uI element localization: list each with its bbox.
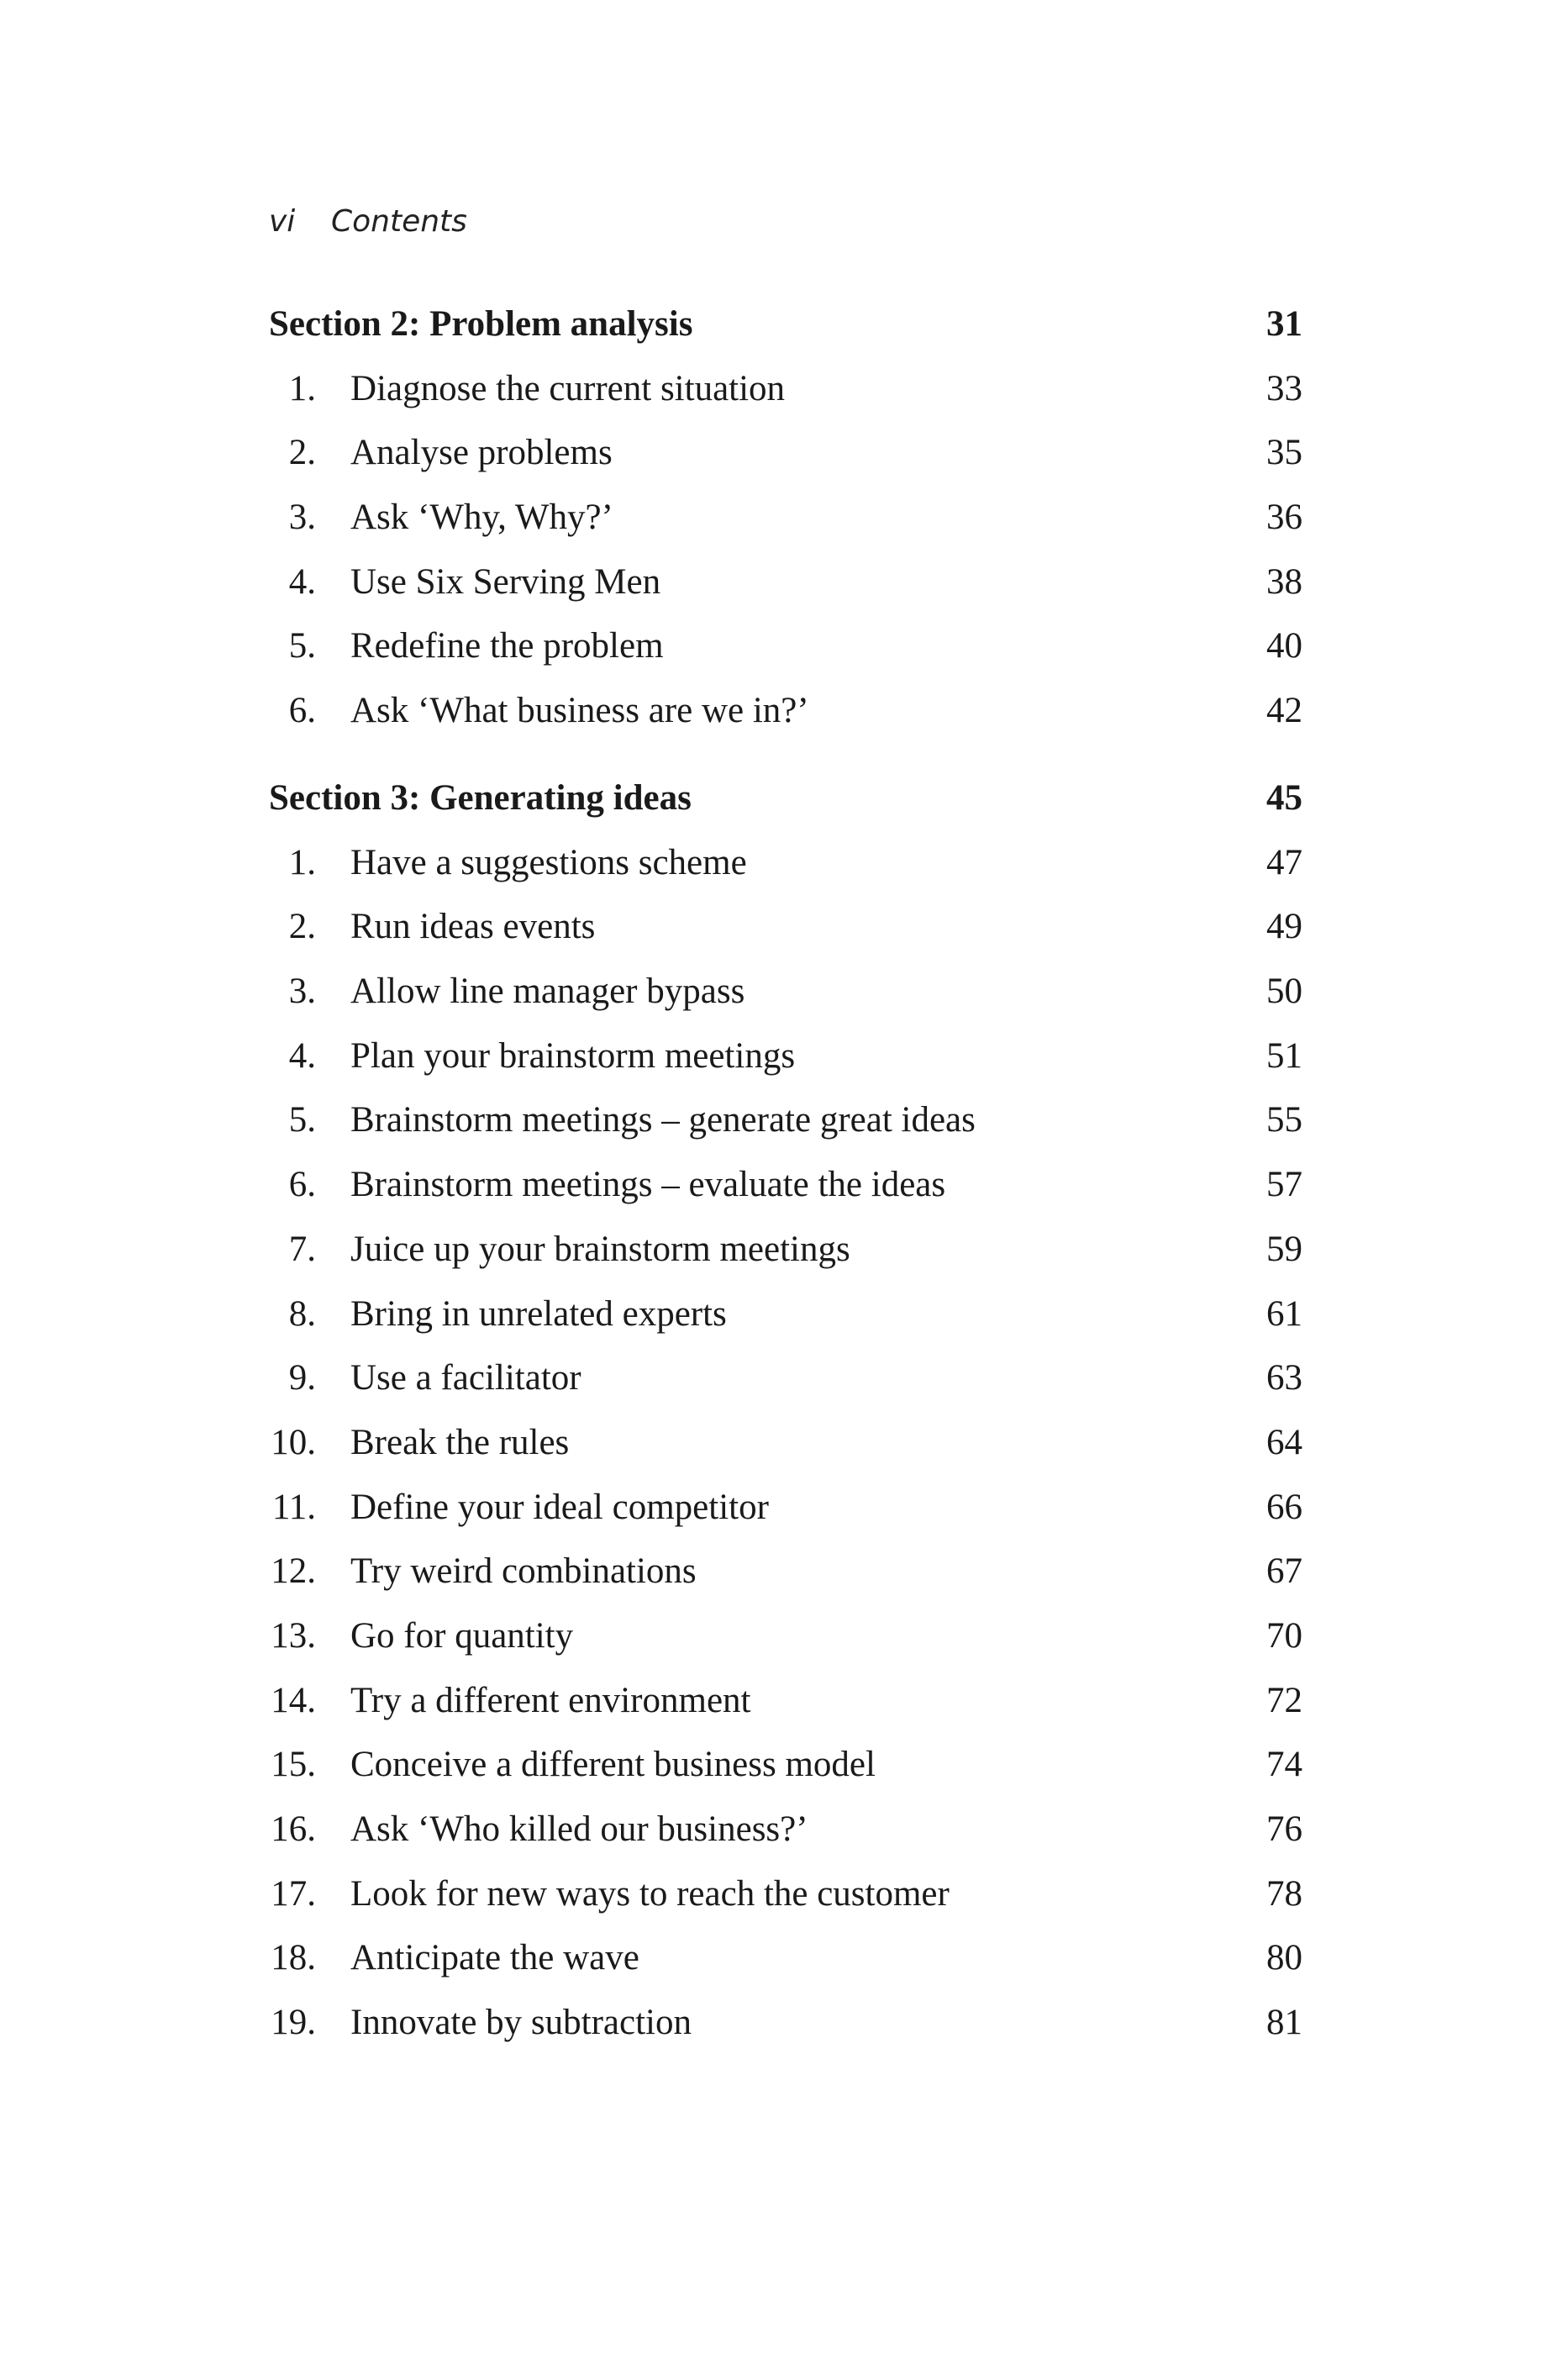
entry-number: 1. xyxy=(288,368,316,408)
toc-entry[interactable] xyxy=(269,831,1302,896)
section-heading-row[interactable] xyxy=(269,766,1302,831)
entry-page-number: 67 xyxy=(1266,1551,1302,1592)
entry-title: Juice up your brainstorm meetings xyxy=(350,1229,850,1269)
entry-page-number: 80 xyxy=(1266,1938,1302,1978)
entry-title: Use Six Serving Men xyxy=(350,561,661,602)
entry-title: Ask ‘Why, Why?’ xyxy=(350,498,613,538)
page-folio: vi xyxy=(269,204,296,239)
entry-page-number: 57 xyxy=(1266,1165,1302,1205)
entry-number: 2. xyxy=(288,433,316,473)
entry-title: Define your ideal competitor xyxy=(350,1487,769,1527)
toc-entry[interactable] xyxy=(269,1991,1302,2056)
entry-title: Innovate by subtraction xyxy=(350,2003,692,2043)
toc-entry[interactable] xyxy=(269,1926,1302,1991)
entry-number: 1. xyxy=(288,842,316,882)
entry-number: 4. xyxy=(288,561,316,602)
section-page-number: 45 xyxy=(1266,778,1302,818)
toc-entry[interactable] xyxy=(269,421,1302,486)
running-head xyxy=(269,204,467,239)
entry-title: Analyse problems xyxy=(350,433,613,473)
toc-entry[interactable] xyxy=(269,1669,1302,1734)
entry-page-number: 50 xyxy=(1266,972,1302,1012)
toc-entry[interactable] xyxy=(269,1540,1302,1604)
entry-title: Run ideas events xyxy=(350,907,596,947)
entry-number: 18. xyxy=(271,1938,316,1978)
entry-number: 14. xyxy=(271,1680,316,1720)
entry-title: Anticipate the wave xyxy=(350,1938,639,1978)
entry-title: Diagnose the current situation xyxy=(350,368,786,408)
entry-number: 8. xyxy=(288,1293,316,1334)
toc-entry[interactable] xyxy=(269,1153,1302,1218)
entry-title: Look for new ways to reach the customer xyxy=(350,1873,950,1914)
toc-section-3 xyxy=(269,766,1302,2056)
entry-page-number: 63 xyxy=(1266,1358,1302,1398)
toc-entry[interactable] xyxy=(269,1604,1302,1669)
entry-page-number: 49 xyxy=(1266,907,1302,947)
toc-entry[interactable] xyxy=(269,1218,1302,1282)
entry-page-number: 72 xyxy=(1266,1680,1302,1720)
entry-page-number: 33 xyxy=(1266,368,1302,408)
toc-entry[interactable] xyxy=(269,550,1302,615)
toc-entry[interactable] xyxy=(269,1798,1302,1862)
entry-page-number: 55 xyxy=(1266,1100,1302,1140)
entry-page-number: 42 xyxy=(1266,691,1302,731)
running-head-title: Contents xyxy=(331,204,467,239)
entry-number: 6. xyxy=(288,1165,316,1205)
entry-page-number: 81 xyxy=(1266,2003,1302,2043)
entry-number: 13. xyxy=(271,1615,316,1656)
entry-title: Break the rules xyxy=(350,1422,570,1462)
section-heading: Section 3: Generating ideas xyxy=(269,778,692,818)
toc-entry[interactable] xyxy=(269,1411,1302,1476)
section-heading-row[interactable] xyxy=(269,292,1302,357)
entry-page-number: 70 xyxy=(1266,1615,1302,1656)
entry-title: Ask ‘What business are we in?’ xyxy=(350,691,809,731)
entry-page-number: 74 xyxy=(1266,1745,1302,1785)
toc-entry[interactable] xyxy=(269,1282,1302,1347)
entry-number: 3. xyxy=(288,972,316,1012)
toc-entry[interactable] xyxy=(269,679,1302,744)
toc-entry[interactable] xyxy=(269,960,1302,1024)
entry-number: 17. xyxy=(271,1873,316,1914)
entry-page-number: 35 xyxy=(1266,433,1302,473)
toc-entry[interactable] xyxy=(269,1088,1302,1153)
toc-entry[interactable] xyxy=(269,1862,1302,1927)
toc-entry[interactable] xyxy=(269,1024,1302,1089)
entry-page-number: 36 xyxy=(1266,498,1302,538)
entry-page-number: 59 xyxy=(1266,1229,1302,1269)
entry-page-number: 61 xyxy=(1266,1293,1302,1334)
entry-title: Ask ‘Who killed our business?’ xyxy=(350,1809,808,1849)
entry-title: Bring in unrelated experts xyxy=(350,1293,727,1334)
entry-number: 10. xyxy=(271,1422,316,1462)
entry-number: 12. xyxy=(271,1551,316,1592)
entry-page-number: 78 xyxy=(1266,1873,1302,1914)
entry-title: Allow line manager bypass xyxy=(350,972,745,1012)
entry-page-number: 64 xyxy=(1266,1422,1302,1462)
entry-title: Try a different environment xyxy=(350,1680,751,1720)
entry-number: 3. xyxy=(288,498,316,538)
entry-title: Have a suggestions scheme xyxy=(350,842,747,882)
entry-number: 5. xyxy=(288,1100,316,1140)
entry-title: Go for quantity xyxy=(350,1615,574,1656)
entry-number: 9. xyxy=(288,1358,316,1398)
section-page-number: 31 xyxy=(1266,304,1302,344)
entry-number: 4. xyxy=(288,1035,316,1076)
entry-number: 15. xyxy=(271,1745,316,1785)
entry-number: 11. xyxy=(271,1487,316,1527)
toc-entry[interactable] xyxy=(269,614,1302,679)
entry-page-number: 40 xyxy=(1266,626,1302,666)
entry-title: Try weird combinations xyxy=(350,1551,697,1592)
toc-entry[interactable] xyxy=(269,1346,1302,1411)
entry-number: 6. xyxy=(288,691,316,731)
entry-number: 2. xyxy=(288,907,316,947)
entry-title: Conceive a different business model xyxy=(350,1745,876,1785)
toc-entry[interactable] xyxy=(269,357,1302,422)
entry-page-number: 51 xyxy=(1266,1035,1302,1076)
entry-page-number: 66 xyxy=(1266,1487,1302,1527)
entry-title: Brainstorm meetings – generate great ideas xyxy=(350,1100,976,1140)
toc-entry[interactable] xyxy=(269,895,1302,960)
toc-entry[interactable] xyxy=(269,1733,1302,1798)
toc-entry[interactable] xyxy=(269,486,1302,550)
entry-page-number: 47 xyxy=(1266,842,1302,882)
entry-number: 7. xyxy=(288,1229,316,1269)
entry-page-number: 38 xyxy=(1266,561,1302,602)
entry-title: Use a facilitator xyxy=(350,1358,581,1398)
entry-page-number: 76 xyxy=(1266,1809,1302,1849)
entry-title: Plan your brainstorm meetings xyxy=(350,1035,796,1076)
entry-number: 16. xyxy=(271,1809,316,1849)
entry-number: 19. xyxy=(271,2003,316,2043)
entry-title: Redefine the problem xyxy=(350,626,664,666)
toc-entry[interactable] xyxy=(269,1476,1302,1540)
entry-title: Brainstorm meetings – evaluate the ideas xyxy=(350,1165,946,1205)
section-heading: Section 2: Problem analysis xyxy=(269,304,693,344)
toc-section-2 xyxy=(269,292,1302,744)
entry-number: 5. xyxy=(288,626,316,666)
